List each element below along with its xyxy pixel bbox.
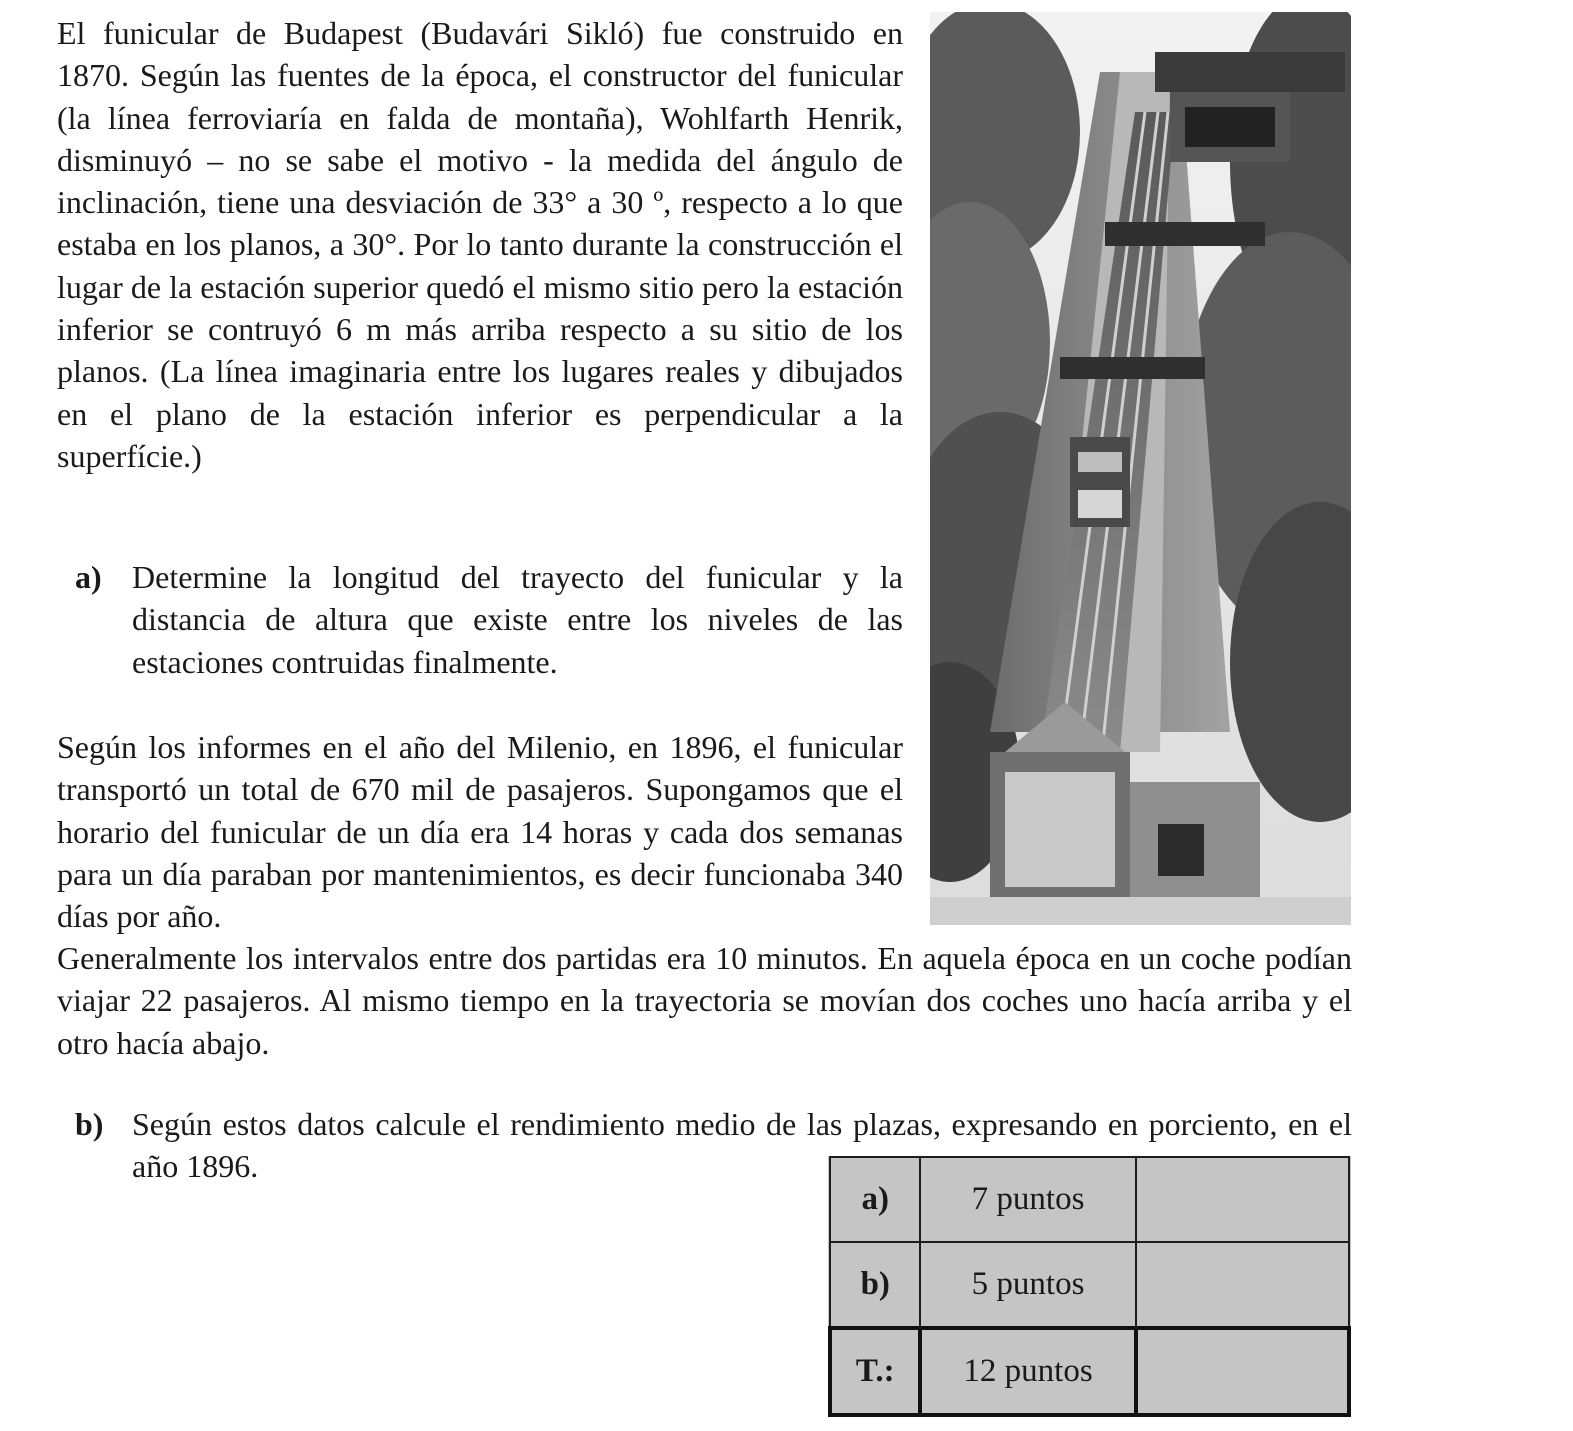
score-row-a bbox=[830, 1157, 1349, 1242]
score-table bbox=[828, 1156, 1351, 1417]
score-row-entry[interactable] bbox=[1136, 1157, 1349, 1242]
funicular-photo bbox=[930, 12, 1351, 925]
funicular-photo-drawing bbox=[930, 12, 1351, 925]
question-a-text: Determine la longitud del trayecto del funicular y la distancia de altura que existe entre los niveles de las estaciones contruidas finalmente. bbox=[132, 559, 903, 680]
score-row-label: a) bbox=[830, 1157, 920, 1242]
score-row-points: 5 puntos bbox=[920, 1242, 1135, 1328]
score-row-entry[interactable] bbox=[1136, 1242, 1349, 1328]
score-row-label: b) bbox=[830, 1242, 920, 1328]
score-row-points: 7 puntos bbox=[920, 1157, 1135, 1242]
score-row-entry[interactable] bbox=[1136, 1328, 1349, 1415]
millennium-paragraph-continued: Generalmente los intervalos entre dos partidas era 10 minutos. En aquela época en un coche podían viajar 22 pasajeros. Al mismo tiempo en la trayectoria se movían dos coches uno hacía arriba y el otro hacía abajo. bbox=[57, 940, 1352, 1061]
question-b-text: Según estos datos calcule el rendimiento medio de las plazas, expresando en porciento, en el año 1896. bbox=[132, 1106, 1352, 1185]
score-row-points: 12 puntos bbox=[920, 1328, 1135, 1415]
intro-paragraph: El funicular de Budapest (Budavári Sikló) fue construido en 1870. Según las fuentes de la época, el constructor del funicular (la línea ferroviaría en falda de montaña), Wohlfarth Henrik, disminuyó – no se sabe el motivo - la medida del ángulo de inclinación, tiene una desviación de 33° a 30 º, respecto a lo que estaba en los planos, a 30°. Por lo tanto durante la construcción el lugar de la estación superior quedó el mismo sitio pero la estación inferior se contruyó 6 m más arriba respecto a su sitio de los planos. (La línea imaginaria entre los lugares reales y dibujados en el plano de la estación inferior es perpendicular a la superfície.) bbox=[57, 15, 903, 474]
question-a bbox=[75, 556, 903, 683]
score-row-total bbox=[830, 1328, 1349, 1415]
question-b-label: b) bbox=[75, 1106, 104, 1142]
question-a-label: a) bbox=[75, 559, 102, 595]
score-row-label: T.: bbox=[830, 1328, 920, 1415]
score-row-b bbox=[830, 1242, 1349, 1328]
millennium-paragraph: Según los informes en el año del Milenio, en 1896, el funicular transportó un total de 670 mil de pasajeros. Supongamos que el horario del funicular de un día era 14 horas y cada dos semanas para un día paraban por mantenimientos, es decir funcionaba 340 días por año. bbox=[57, 729, 903, 935]
